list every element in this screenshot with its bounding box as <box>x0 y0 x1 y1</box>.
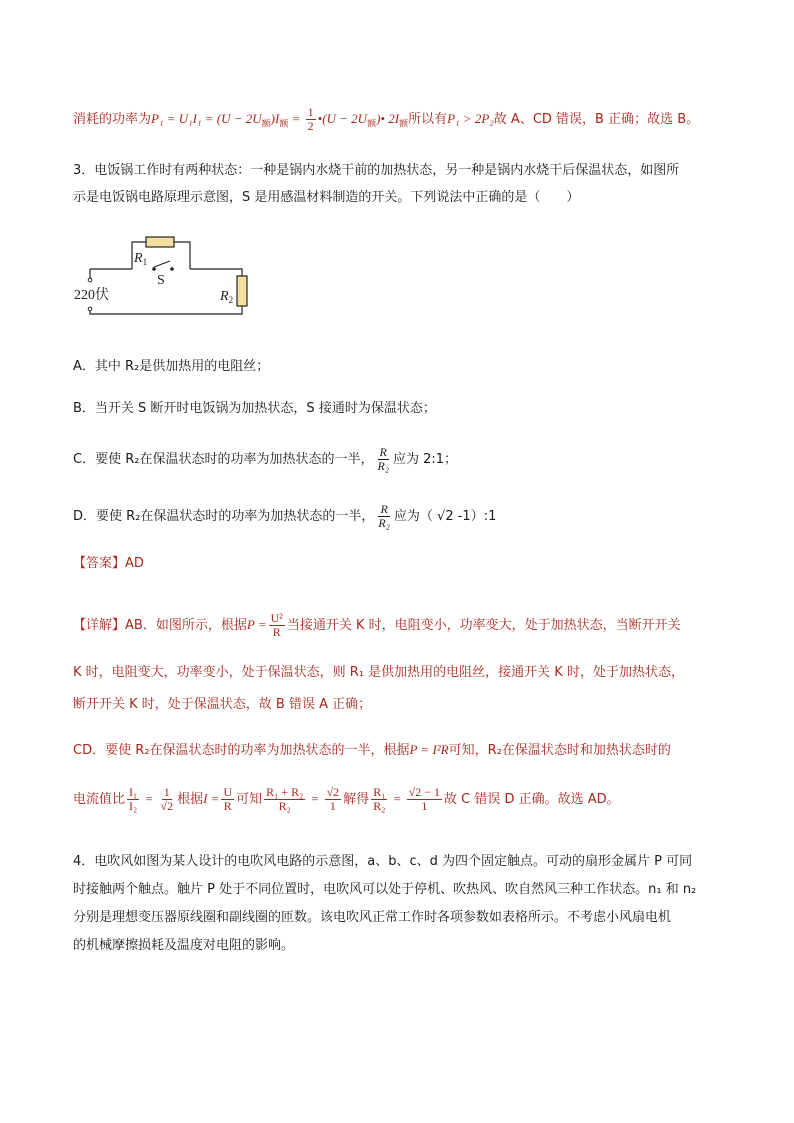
sqrt2-fraction <box>325 786 342 813</box>
ohm-formula: I = <box>203 791 220 806</box>
switch-contact-right <box>170 267 174 271</box>
f3-num: U <box>223 785 233 799</box>
prev-formula-b: )I <box>270 111 280 126</box>
option-c-pre: C．要使 R₂在保温状态时的功率为加热状态的一半， <box>73 452 374 467</box>
prev-text-a: 消耗的功率为 <box>73 112 152 127</box>
option-c-fraction <box>375 446 391 473</box>
prev-formula-d: •(U − 2U <box>317 111 368 126</box>
q4-line1: 4．电吹风如图为某人设计的电吹风电路的示意图，a、b、c、d 为四个固定触点。可动的扇形金属片 P 可同 <box>73 854 693 869</box>
terminal-top <box>88 278 92 282</box>
detail-line1-b: 当接通开关 K 时，电阻变小，功率变大，处于加热状态，当断开开关 <box>286 618 681 633</box>
f5-den: 1 <box>329 799 336 813</box>
eq-3: = <box>389 791 405 806</box>
detail-line3: 断开开关 K 时，处于保温状态，故 B 错误 A 正确； <box>73 697 372 712</box>
eq-1: = <box>141 791 157 806</box>
q3-stem-line2: 示是电饭锅电路原理示意图，S 是用感温材料制造的开关。下列说法中正确的是（ ） <box>73 190 580 205</box>
option-c <box>73 446 457 473</box>
f6-num: R₁ <box>373 785 386 799</box>
r2-sub: 2 <box>228 295 234 305</box>
option-d <box>73 503 496 530</box>
detail-line1 <box>73 612 681 639</box>
f7-num: √2 − 1 <box>408 785 441 799</box>
svg-text:R1 <box>133 251 147 267</box>
q3-stem-line1: 3．电饭锅工作时有两种状态：一种是锅内水烧干前的加热状态，另一种是锅内水烧干后保温状态，如图所 <box>73 163 680 178</box>
detail-line4-b: 可知，R₂在保温状态时和加热状态时的 <box>448 743 671 758</box>
option-a: A．其中 R₂是供加热用的电阻丝； <box>73 359 270 374</box>
option-d-fraction <box>376 503 392 530</box>
option-c-post: 应为 2:1； <box>392 452 458 467</box>
detail-line1-formula: P = <box>246 617 267 632</box>
prev-solution-tail <box>73 106 699 135</box>
f3-den: R <box>223 799 232 813</box>
detail-line1-a: AB．如图所示，根据 <box>125 618 247 633</box>
detail-label: 【详解】 <box>73 618 126 633</box>
f4-den: R₂ <box>278 799 291 813</box>
resistance-sum-fraction <box>264 786 305 813</box>
prev-formula-f: P₁ > 2P₂ <box>447 111 494 126</box>
option-d-num: R <box>380 502 388 516</box>
option-b: B．当开关 S 断开时电饭锅为加热状态，S 接通时为保温状态； <box>73 401 436 416</box>
result-fraction <box>407 786 442 813</box>
voltage-label: 220伏 <box>74 288 109 303</box>
half-fraction <box>306 106 316 133</box>
q4-line3: 分别是理想变压器原线圈和副线圈的匝数。该电吹风正常工作时各项参数如表格所示。不考虑小风扇电机 <box>73 910 672 925</box>
option-d-den: R₂ <box>378 516 390 530</box>
f7-den: 1 <box>421 799 428 813</box>
half-den: 2 <box>307 119 314 133</box>
prev-formula-c: = <box>288 111 304 126</box>
detail-line5-d: 解得 <box>343 792 370 807</box>
answer: 【答案】AD <box>73 556 144 571</box>
terminal-bottom <box>88 307 92 311</box>
detail-line5-c: 可知 <box>236 792 263 807</box>
switch-contact-left <box>152 267 156 271</box>
r-ratio-fraction <box>371 786 387 813</box>
prev-text-c: 故 A、CD 错误，B 正确；故选 B。 <box>493 112 700 127</box>
detail-line4 <box>73 740 671 761</box>
detail-line5-a: 电流值比 <box>73 792 126 807</box>
f4-num: R₁ + R₂ <box>266 785 304 799</box>
f2-num: 1 <box>163 785 170 799</box>
resistor-r2 <box>237 276 247 306</box>
eq-2: = <box>307 791 323 806</box>
power-fraction <box>269 612 285 639</box>
r1-sub: 1 <box>142 257 148 267</box>
detail-line2: K 时，电阻变大，功率变小，处于保温状态，则 R₁ 是供加热用的电阻丝，接通开关 K 时，处于加热状态， <box>73 665 684 680</box>
f1-num: I₁ <box>129 785 138 799</box>
r1-label: R <box>134 251 143 266</box>
detail-line5-b: 根据 <box>177 792 204 807</box>
option-c-den: R₂ <box>377 459 389 473</box>
power-den: R <box>272 625 281 639</box>
f5-num: √2 <box>326 785 340 799</box>
option-c-num: R <box>379 445 387 459</box>
rice-cooker-circuit-diagram <box>70 232 260 327</box>
svg-text:R2 <box>219 289 233 305</box>
resistor-r1 <box>146 237 174 247</box>
f2-den: √2 <box>160 799 174 813</box>
prev-formula-e: )• 2I <box>376 111 400 126</box>
f1-den: I₂ <box>129 799 138 813</box>
switch-label: S <box>157 273 165 288</box>
power-num: U² <box>270 611 283 625</box>
r2-label: R <box>220 289 229 304</box>
detail-line4-a: CD．要使 R₂在保温状态时的功率为加热状态的一半，根据 <box>73 743 410 758</box>
f6-den: R₂ <box>373 799 386 813</box>
sub-e4: 额 <box>399 119 409 130</box>
detail-line4-formula: P = I²R <box>409 742 449 757</box>
option-d-pre: D．要使 R₂在保温状态时的功率为加热状态的一半， <box>73 509 375 524</box>
sub-e2: 额 <box>279 119 289 130</box>
ratio-value-fraction <box>158 786 175 813</box>
prev-text-b: 所以有 <box>408 112 448 127</box>
half-num: 1 <box>307 105 314 119</box>
detail-line5 <box>73 786 620 813</box>
ohm-fraction <box>221 786 234 813</box>
option-d-post: 应为（ √2 -1）:1 <box>393 509 497 524</box>
prev-formula-a: P₁ = U₁I₁ = (U − 2U <box>151 111 262 126</box>
detail-line5-e: 故 C 错误 D 正确。故选 AD。 <box>444 792 620 807</box>
current-ratio-fraction <box>127 786 139 813</box>
q4-line2: 时接触两个触点。触片 P 处于不同位置时，电吹风可以处于停机、吹热风、吹自然风三种工作状态。n₁ 和 n₂ <box>73 882 697 897</box>
q4-line4: 的机械摩擦损耗及温度对电阻的影响。 <box>73 938 295 953</box>
sub-e1: 额 <box>261 119 271 130</box>
sub-e3: 额 <box>367 119 377 130</box>
